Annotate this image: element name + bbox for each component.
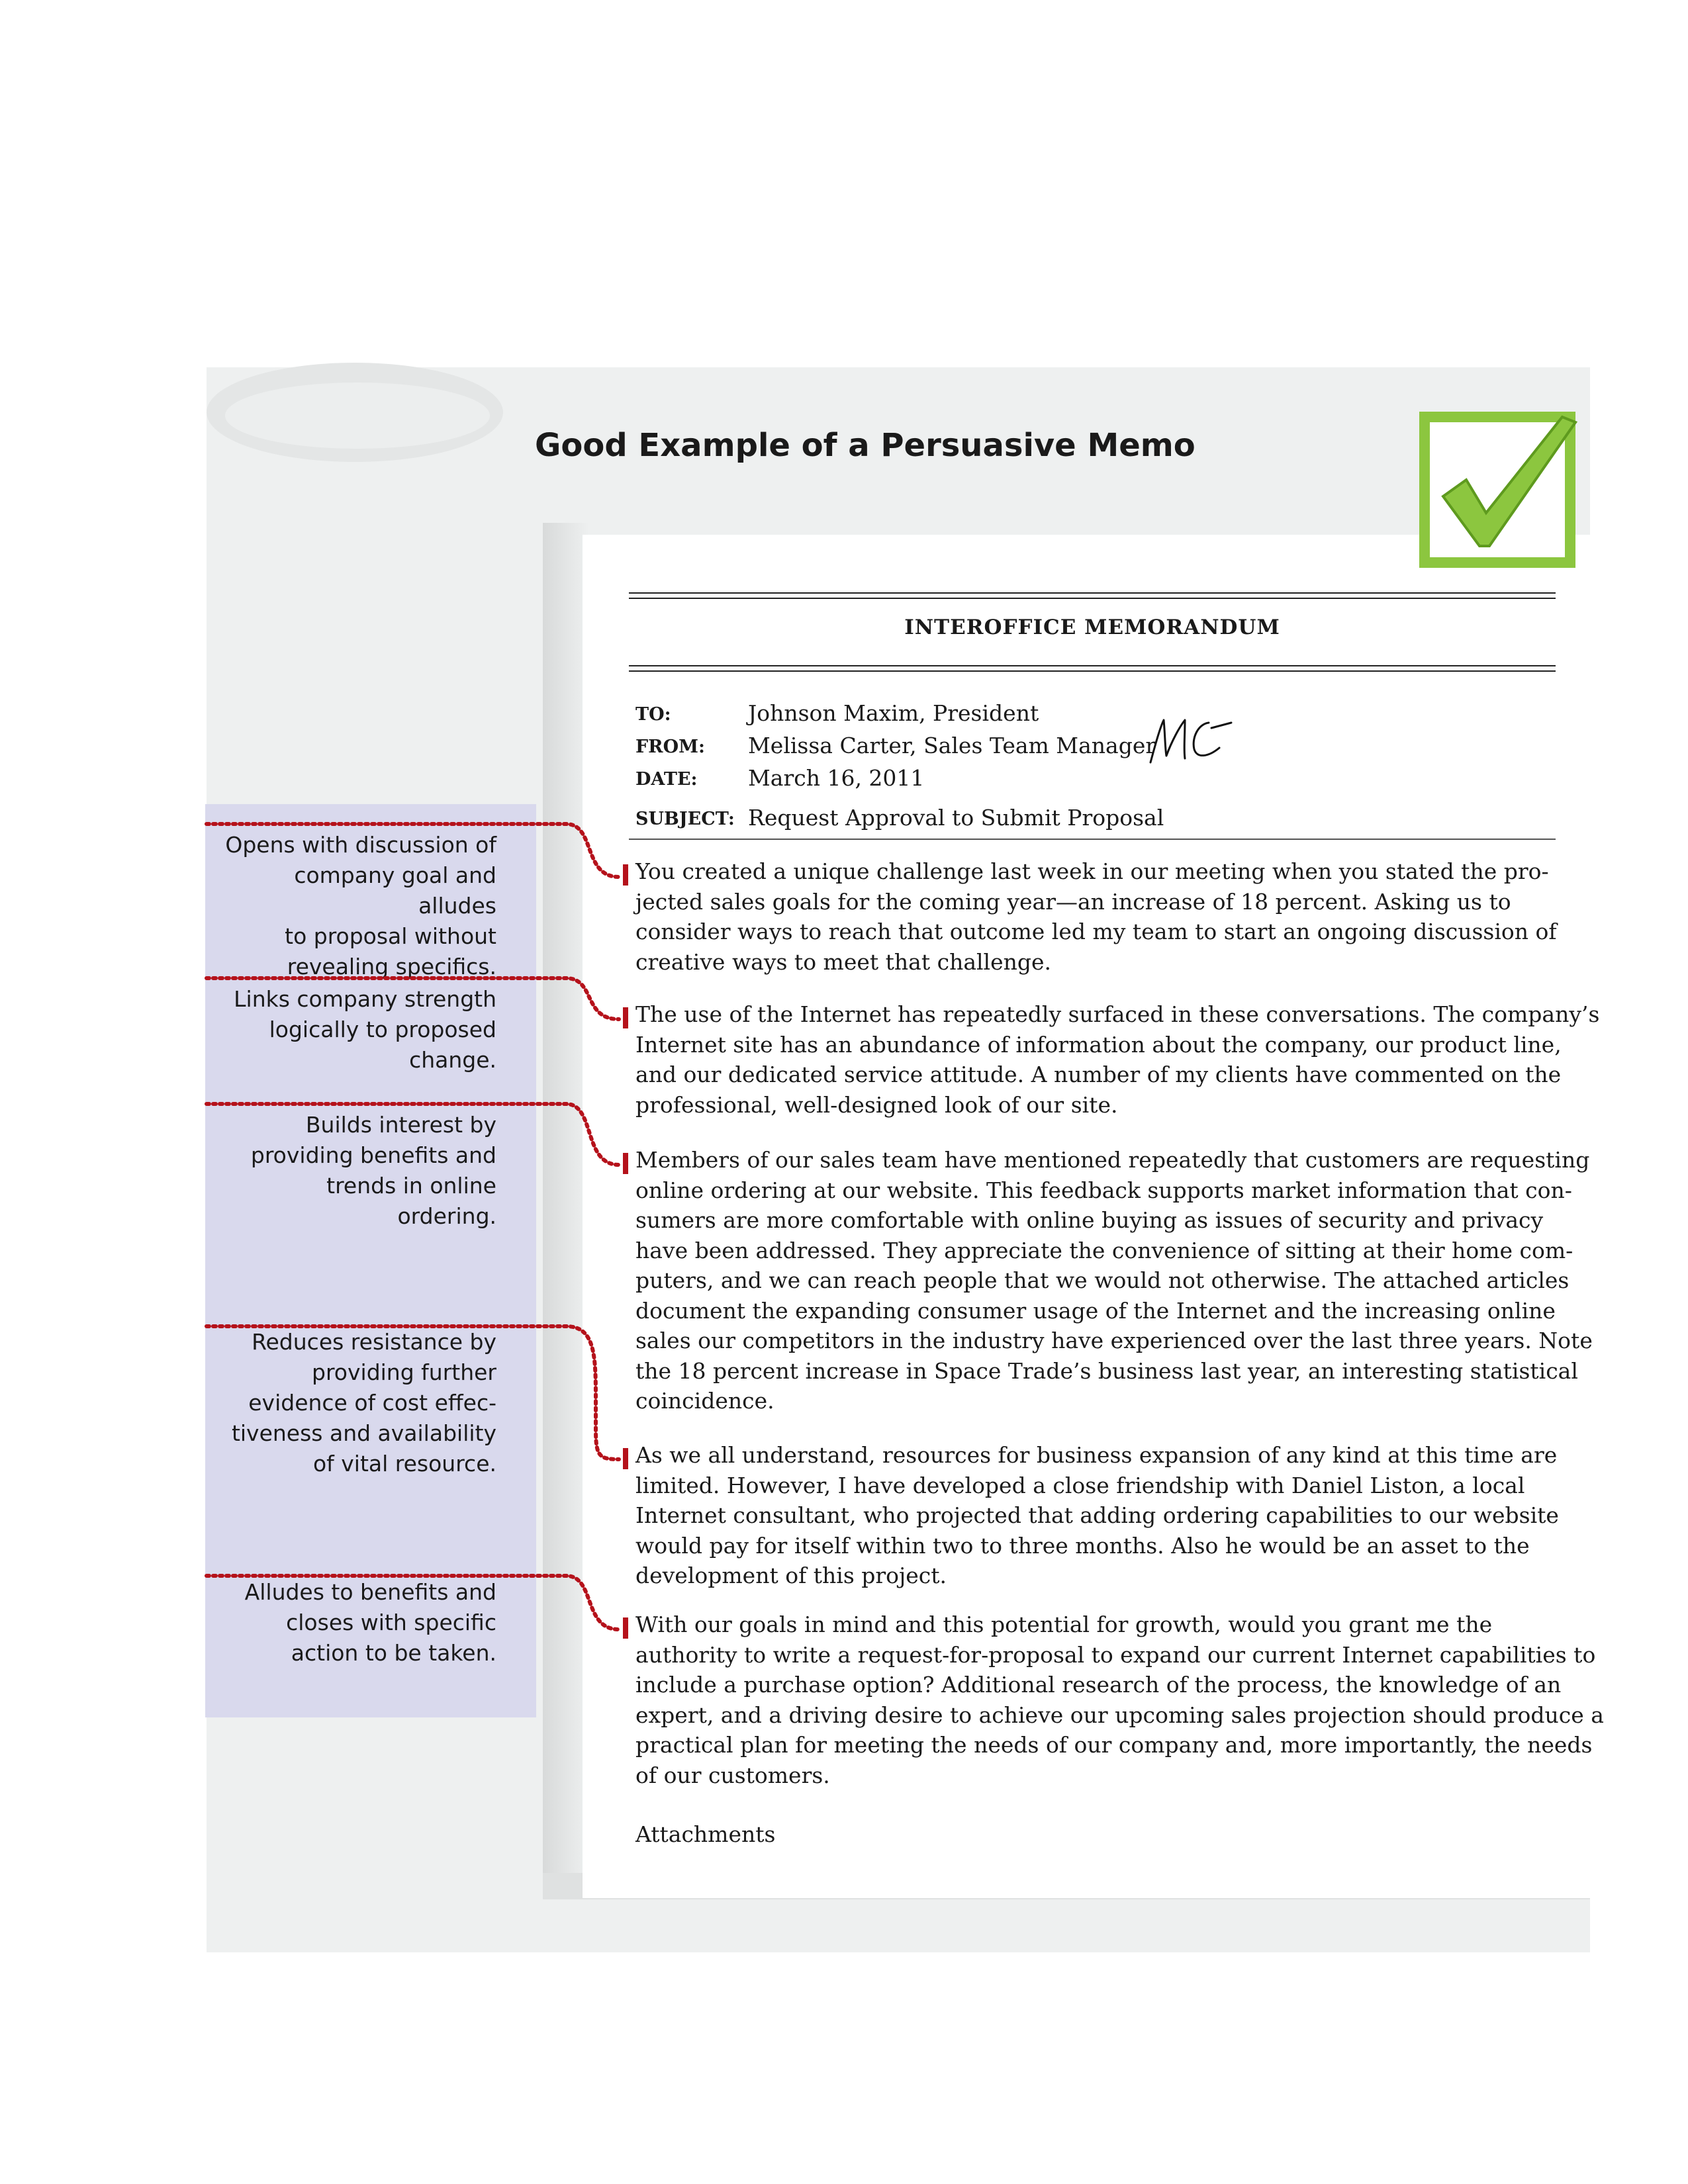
memo-subject-rule [629, 839, 1556, 840]
annotation-links-strength: Links company strength logically to proposed change. [234, 986, 496, 1073]
memo-paragraph-3: Members of our sales team have mentioned repeatedly that customers are requesting online ordering at our website. This feedback supports market information that con- sumers are more comfortable with online buying as issues of security and privacy have been addressed. They appreciate the convenience of sitting at their home com- puters, and we can reach people that we would not otherwise. The attached articles document the expanding consumer usage of the Internet and the increasing online sales our competitors in the industry have experienced over the last three years. Note the 18 percent increase in Space Trade’s business last year, an interesting statistical coincidence. [635, 1147, 1593, 1414]
check-mark-icon [1417, 404, 1582, 569]
annotation-builds-interest: Builds interest by providing benefits and trends in online ordering. [250, 1112, 496, 1229]
memo-paragraph-2: The use of the Internet has repeatedly surfaced in these conversations. The company’s Internet site has an abundance of information about the company, our product line, and our dedicated service attitude. A number of my clients have commented on the professional, well-designed look of our site. [635, 1001, 1600, 1118]
memo-heading-rule [629, 665, 1556, 666]
from-label: FROM: [635, 737, 705, 757]
annotation-closing-action: Alludes to benefits and closes with specific action to be taken. [244, 1579, 496, 1666]
memo-heading: INTEROFFICE MEMORANDUM [904, 615, 1280, 639]
memo-paragraph-4: As we all understand, resources for business expansion of any kind at this time are limited. However, I have developed a close friendship with Daniel Liston, a local Internet consultant, who projected that adding ordering capabilities to our website would pay for itself within two to three months. Also he would be an asset to the development of this project. [635, 1442, 1559, 1588]
memo-attachments-note: Attachments [635, 1821, 776, 1847]
initials-signature [1145, 708, 1238, 768]
annotation-reduces-resistance: Reduces resistance by providing further evidence of cost effec- tiveness and availability of vital resource. [231, 1329, 496, 1477]
subject-value: Request Approval to Submit Proposal [748, 805, 1164, 831]
figure-title: Good Example of a Persuasive Memo [535, 427, 1196, 464]
memo-paragraph-5: With our goals in mind and this potential for growth, would you grant me the authority to write a request-for-proposal to expand our current Internet capabilities to include a purchase option? Additional research of the process, the knowledge of an expert, and a driving desire to achieve our upcoming sales projection should produce a practical plan for meeting the needs of our company and, more importantly, the needs of our customers. [635, 1612, 1604, 1788]
memo-top-rule [629, 592, 1556, 594]
date-value: March 16, 2011 [748, 765, 925, 791]
to-label: TO: [635, 704, 671, 725]
date-label: DATE: [635, 769, 698, 790]
from-value: Melissa Carter, Sales Team Manager [748, 733, 1156, 758]
memo-paragraph-1: You created a unique challenge last week in our meeting when you stated the pro- jected sales goals for the coming year—an increase of 18 percent. Asking us to consider ways to reach that outcome led my team to start an ongoing discussion of creative ways to meet that challenge. [635, 858, 1557, 975]
annotation-opening: Opens with discussion of company goal and alludes to proposal without revealing specifics. [225, 832, 496, 979]
to-value: Johnson Maxim, President [748, 700, 1039, 726]
subject-label: SUBJECT: [635, 809, 735, 829]
